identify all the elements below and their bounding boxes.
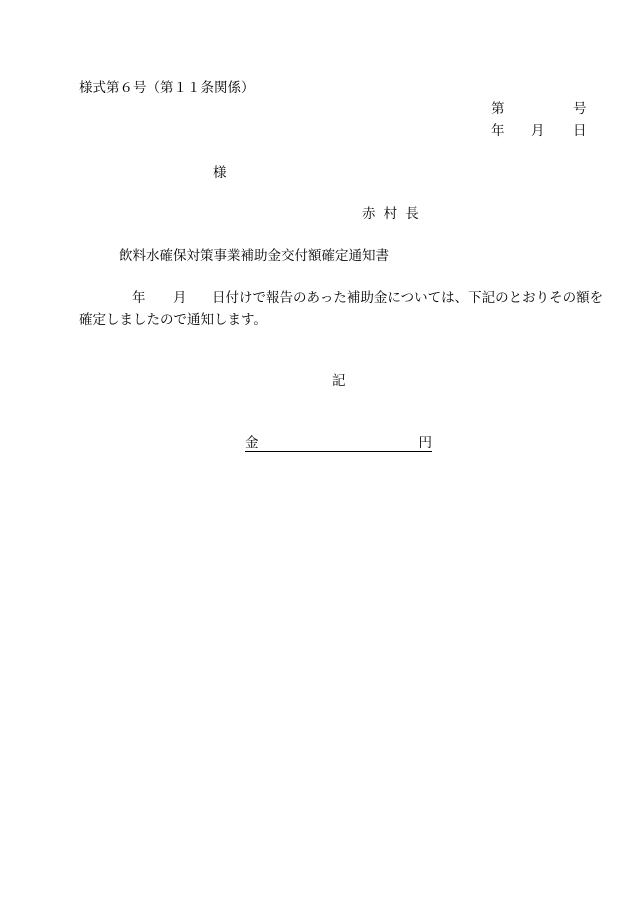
body-month-label: 月: [173, 290, 187, 306]
doc-number-suffix: 号: [573, 101, 587, 117]
date-month-label: 月: [531, 123, 545, 139]
amount-prefix: 金: [245, 435, 259, 451]
date-year-label: 年: [491, 123, 505, 139]
amount-line: [245, 435, 432, 452]
body-line-2: 確定しましたので通知します。: [79, 312, 267, 328]
amount-suffix: 円: [418, 435, 432, 451]
date-day-label: 日: [573, 123, 587, 139]
addressee-honorific: 様: [213, 165, 227, 181]
ki-heading: 記: [332, 373, 346, 389]
body-year-label: 年: [132, 290, 146, 306]
sender-name: 赤村長: [362, 206, 427, 222]
body-line-1: 日付けで報告のあった補助金については、下記のとおりその額を: [212, 290, 604, 306]
form-number: 様式第６号（第１１条関係）: [79, 80, 255, 96]
document-title: 飲料水確保対策事業補助金交付額確定通知書: [119, 248, 389, 264]
doc-number-prefix: 第: [491, 101, 505, 117]
